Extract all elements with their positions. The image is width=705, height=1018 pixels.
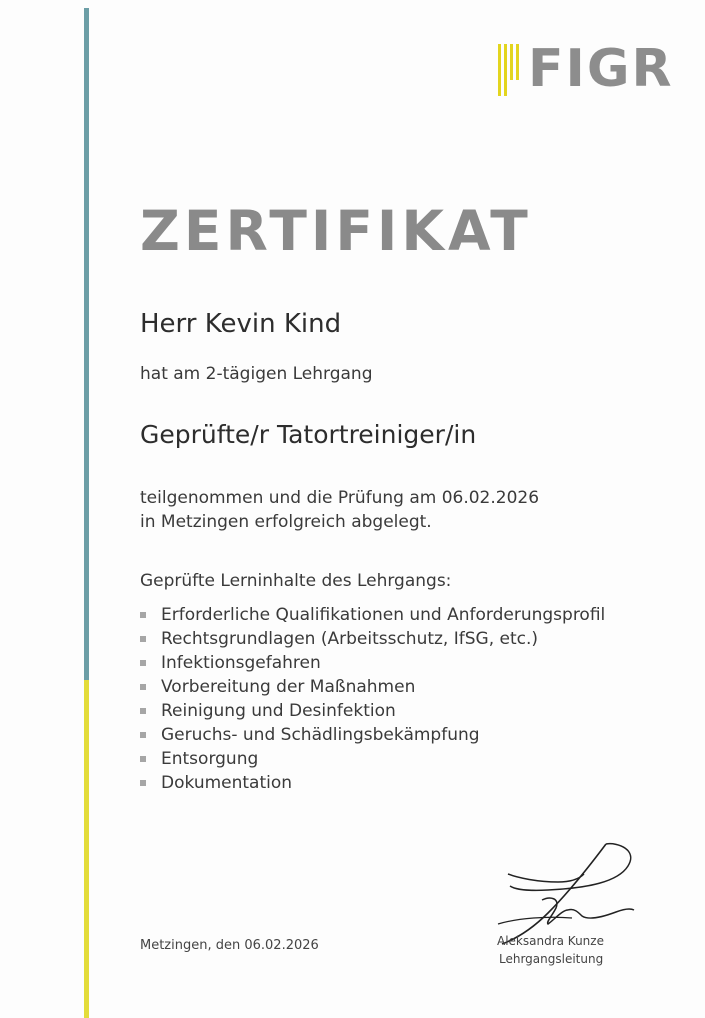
completion-text: [140, 486, 539, 534]
list-item-label: Geruchs- und Schädlingsbekämpfung: [161, 725, 480, 745]
list-item-label: Vorbereitung der Maßnahmen: [161, 677, 416, 697]
bullet-icon: [140, 780, 146, 786]
figr-logo: [496, 38, 696, 100]
signer-name: Aleksandra Kunze: [497, 934, 604, 948]
list-item: [140, 627, 605, 651]
accent-stripe-blue: [84, 8, 89, 680]
list-item: [140, 675, 605, 699]
intro-text: hat am 2-tägigen Lehrgang: [140, 364, 373, 384]
list-item: [140, 651, 605, 675]
list-item-label: Reinigung und Desinfektion: [161, 701, 396, 721]
place-date: Metzingen, den 06.02.2026: [140, 938, 319, 953]
list-item-label: Erforderliche Qualifikationen und Anforderungsprofil: [161, 605, 606, 625]
bullet-icon: [140, 612, 146, 618]
bullet-icon: [140, 732, 146, 738]
accent-stripe-yellow: [84, 680, 89, 1018]
bullet-icon: [140, 708, 146, 714]
certificate-title: ZERTIFIKAT: [140, 199, 532, 263]
list-item: [140, 723, 605, 747]
list-item-label: Entsorgung: [161, 749, 259, 769]
contents-heading: Geprüfte Lerninhalte des Lehrgangs:: [140, 571, 452, 591]
list-item-label: Dokumentation: [161, 773, 293, 793]
bullet-icon: [140, 636, 146, 642]
completion-line: in Metzingen erfolgreich abgelegt.: [140, 512, 432, 532]
course-name: Geprüfte/r Tatortreiniger/in: [140, 420, 477, 449]
signer-role: Lehrgangsleitung: [499, 952, 604, 966]
bullet-icon: [140, 660, 146, 666]
bullet-icon: [140, 684, 146, 690]
list-item-label: Rechtsgrundlagen (Arbeitsschutz, IfSG, etc.): [161, 629, 539, 649]
list-item: [140, 699, 605, 723]
completion-line: teilgenommen und die Prüfung am 06.02.2026: [140, 488, 540, 508]
contents-list: [140, 603, 605, 795]
list-item: [140, 771, 605, 795]
list-item: [140, 747, 605, 771]
logo-bars-icon: [496, 44, 526, 96]
recipient-name: Herr Kevin Kind: [140, 309, 342, 339]
list-item-label: Infektionsgefahren: [161, 653, 321, 673]
logo-text: FIGR: [528, 39, 674, 99]
bullet-icon: [140, 756, 146, 762]
list-item: [140, 603, 605, 627]
